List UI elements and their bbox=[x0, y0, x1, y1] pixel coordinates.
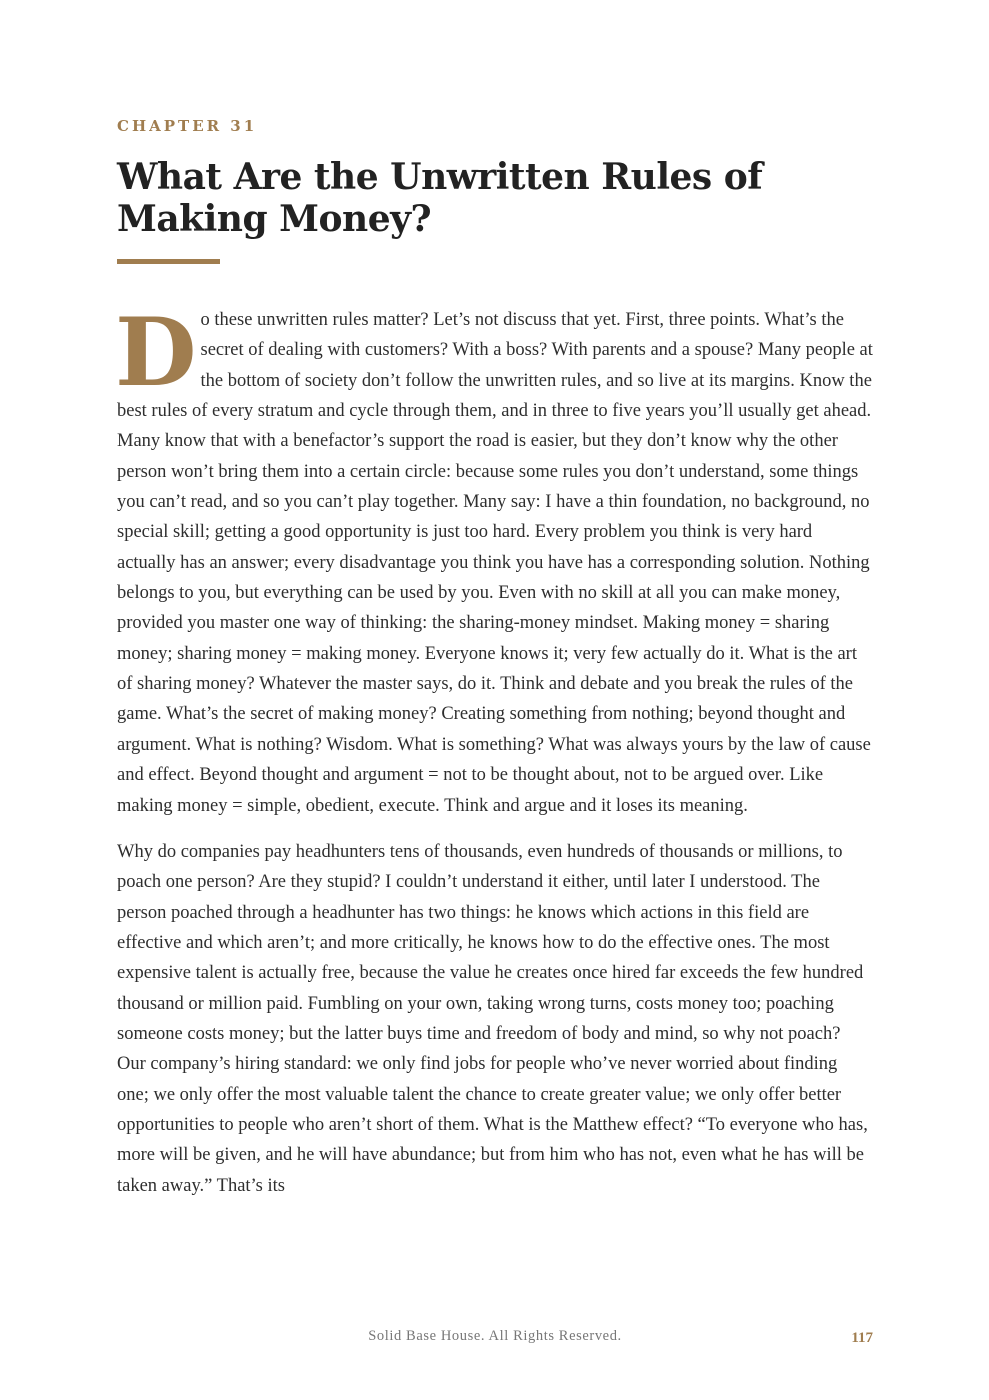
page-number: 117 bbox=[851, 1330, 873, 1346]
title-divider bbox=[117, 259, 220, 264]
page bbox=[117, 0, 873, 1400]
chapter-title: What Are the Unwritten Rules of Making Money? bbox=[117, 156, 763, 240]
paragraph-2: Why do companies pay headhunters tens of thousands, even hundreds of thousands or millions, to poach one person? Are they stupid? I couldn’t understand it either, until later I understood. The person poached through a headhunter has two things: he knows which actions in this field are effective and which aren’t; and more critically, he knows how to do the effective ones. The most expensive talent is actually free, because the value he creates once hired far exceeds the few hundred thousand or million paid. Fumbling on your own, taking wrong turns, costs money too; poaching someone costs money; but the latter buys time and freedom of body and mind, so why not poach? Our company’s hiring standard: we only find jobs for people who’ve never worried about finding one; we only offer the most valuable talent the chance to create greater value; we only offer better opportunities to people who aren’t short of them. What is the Matthew effect? “To everyone who has, more will be given, and he will have abundance; but from him who has not, even what he has will be taken away.” That’s its bbox=[117, 841, 868, 1196]
paragraph-1 bbox=[115, 298, 873, 821]
chapter-label: CHAPTER 31 bbox=[117, 117, 258, 135]
paragraph-1-text: o these unwritten rules matter? Let’s not discuss that yet. First, three points. What’s the secret of dealing with customers? With a boss? With parents and a spouse? Many people at the bottom of society don’t follow the unwritten rules, and so live at its margins. Know the best rules of every stratum and cycle through them, and in three to five years you’ll usually get ahead. Many know that with a benefactor’s support the road is easier, but they don’t know why the other person won’t bring them into a certain circle: because some rules you don’t understand, some things you can’t read, and so you can’t play together. Many say: I have a thin foundation, no background, no special skill; getting a good opportunity is just too hard. Every problem you think is very hard actually has an answer; every disadvantage you think you have has a corresponding solution. Nothing belongs to you, but everything can be used by you. Even with no skill at all you can make money, provided you master one way of thinking: the sharing-money mindset. Making money = sharing money; sharing money = making money. Everyone knows it; very few actually do it. What is the art of sharing money? Whatever the master says, do it. Think and debate and you break the rules of the game. What’s the secret of making money? Creating something from nothing; beyond thought and argument. What is nothing? Wisdom. What is something? What was always yours by the law of cause and effect. Beyond thought and argument = not to be thought about, not to be argued over. Like making money = simple, obedient, execute. Think and argue and it loses its meaning. bbox=[117, 310, 873, 816]
footer-copyright: Solid Base House. All Rights Reserved. bbox=[368, 1328, 622, 1344]
drop-cap: D bbox=[115, 298, 197, 408]
body-text bbox=[115, 298, 873, 1217]
